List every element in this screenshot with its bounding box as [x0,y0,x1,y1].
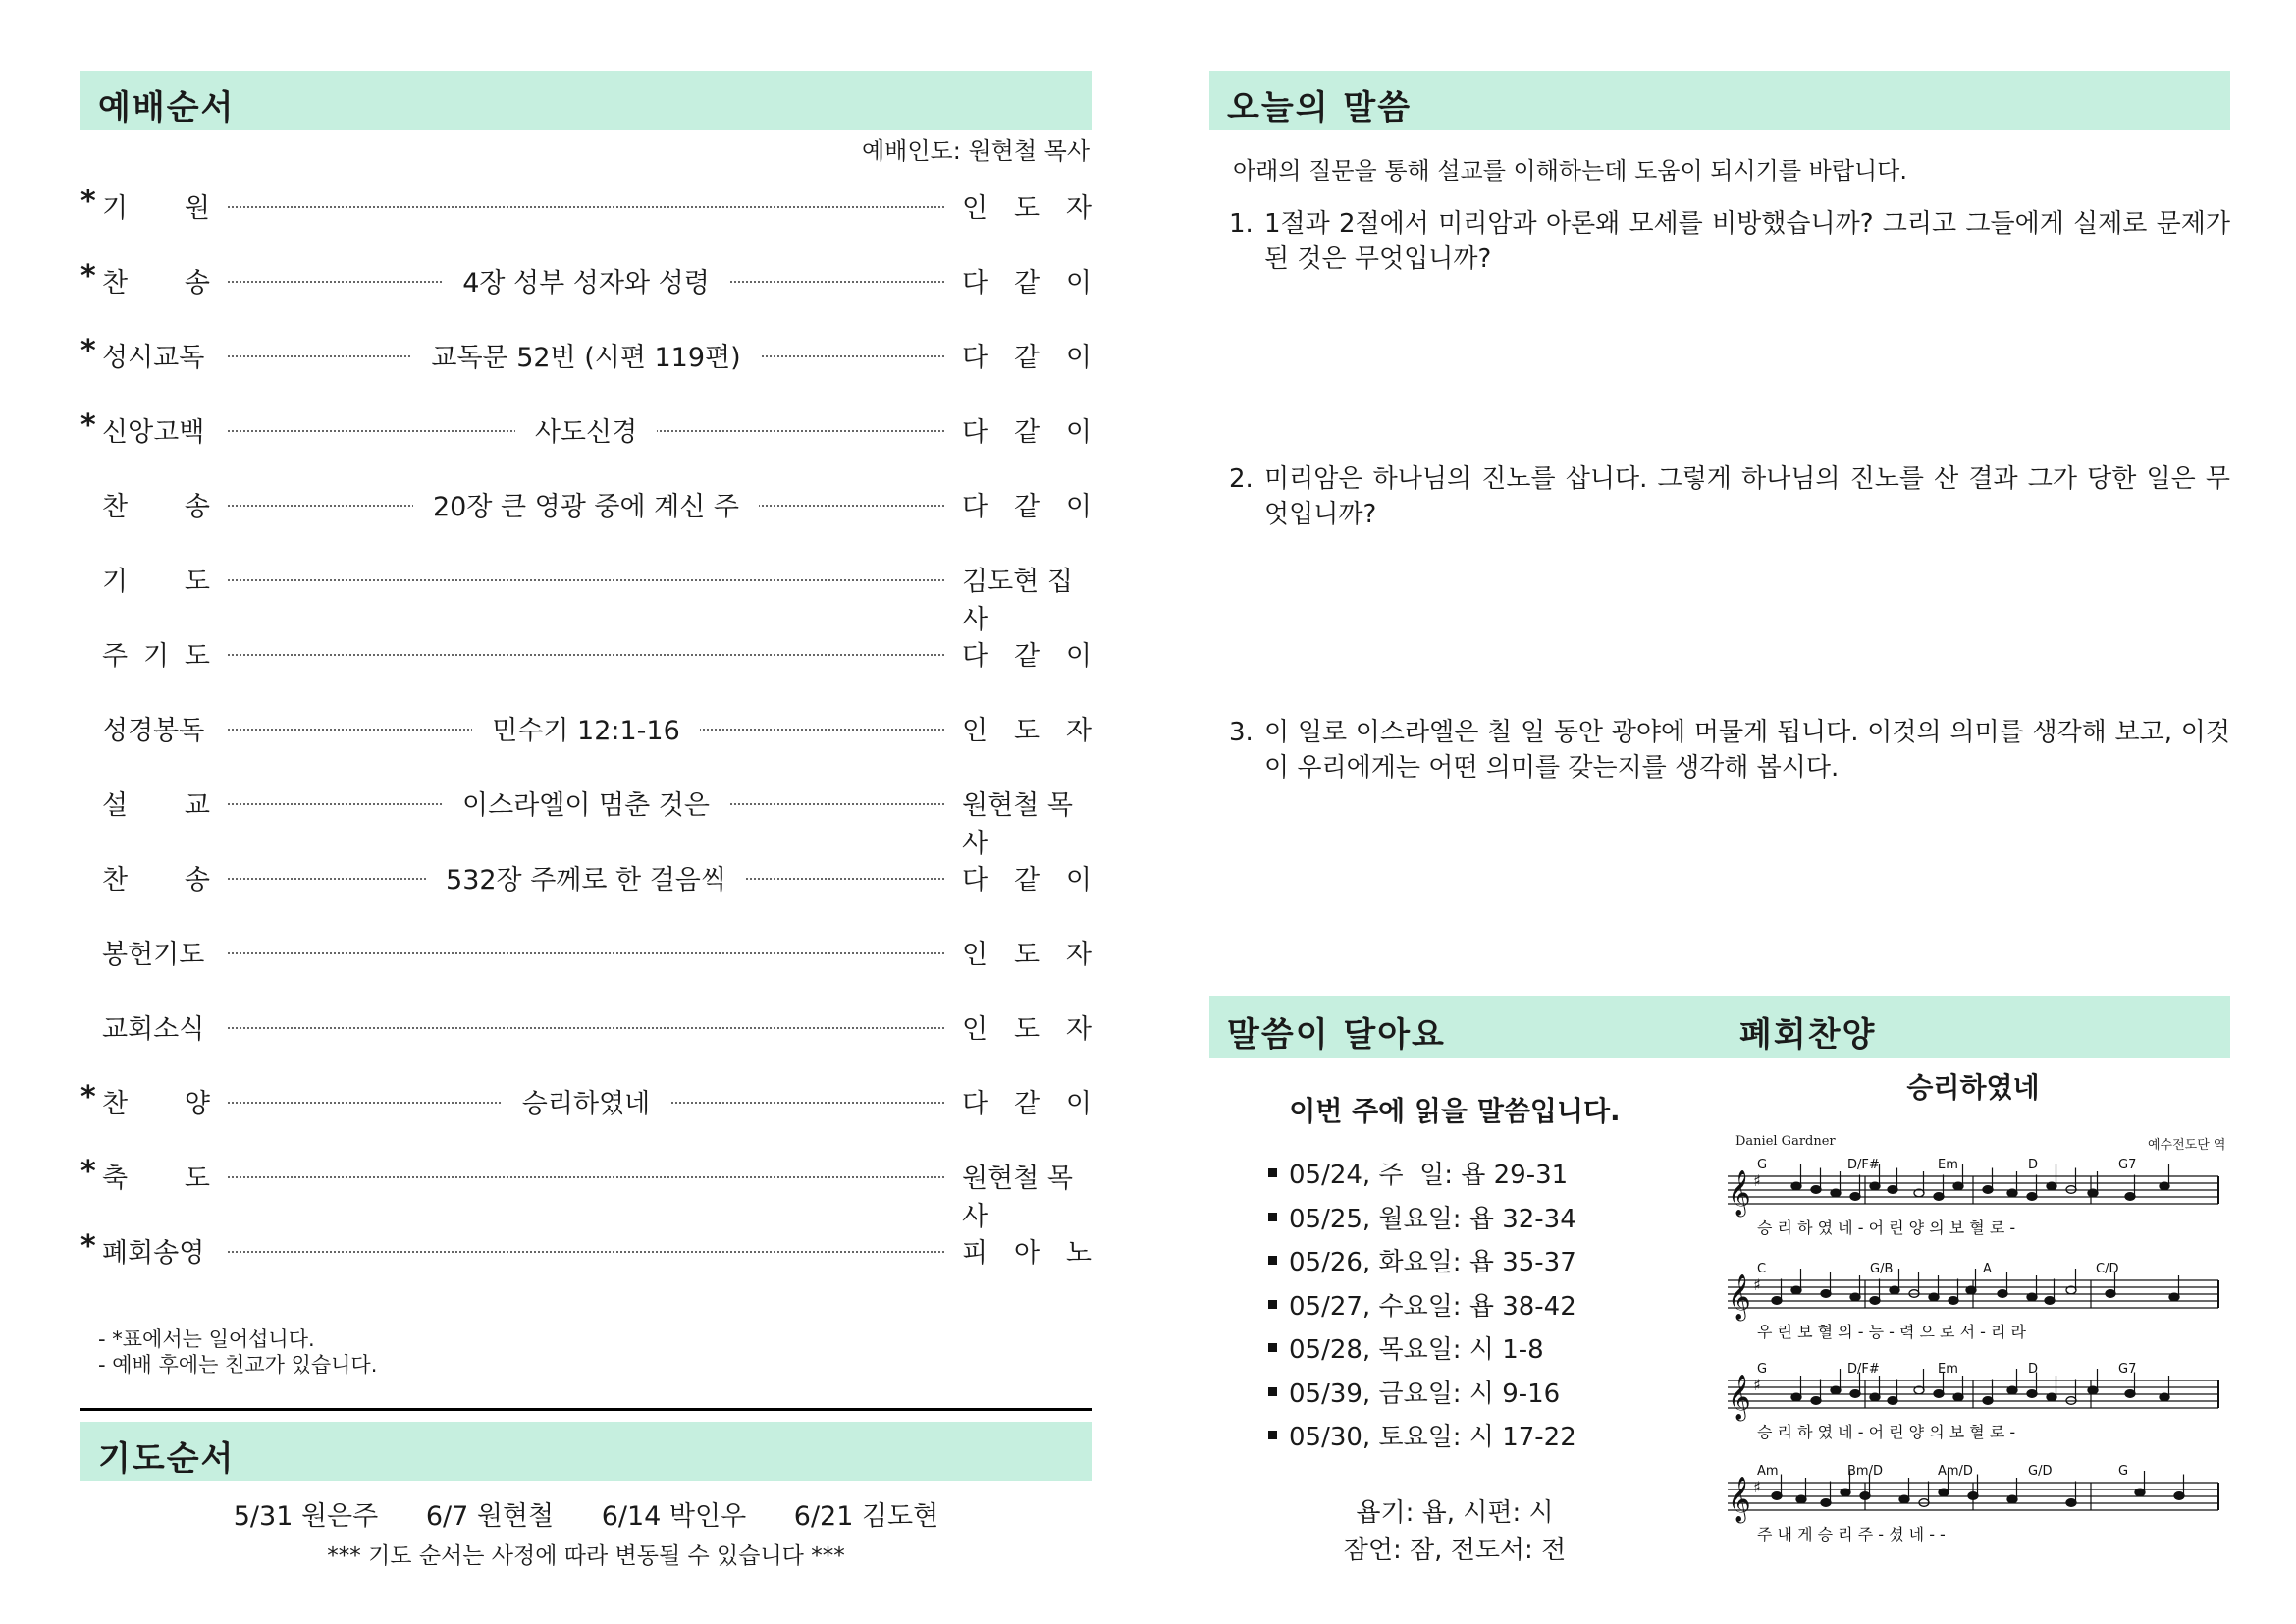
note-head [1968,1492,1978,1500]
char: 양 [184,1089,210,1119]
char: 이 [1065,417,1092,448]
char: 기 [102,193,129,224]
order-note-1: - *표에서는 일어섭니다. [98,1327,315,1351]
sharp-icon: ♯ [1753,1171,1761,1190]
note-head [1850,1193,1860,1201]
order-item-name [102,485,210,523]
order-item-person [962,187,1092,225]
reading-item-text: 05/28, 목요일: 시 1-8 [1289,1335,1544,1365]
order-row [80,780,1092,859]
note-head [2160,1393,2169,1401]
order-item-person [962,933,1092,971]
char: 도 [1013,193,1041,224]
char: 다 [962,492,988,522]
question-2 [1229,461,2230,532]
treble-clef-icon: 𝄞 [1728,1274,1751,1320]
lyric-line: 승 리 하 였 네 - 어 린 양 의 보 혈 로 - [1757,1218,2016,1237]
question-3 [1229,715,2230,785]
order-item-name [102,634,210,673]
reading-item-text: 05/25, 월요일: 욥 32-34 [1289,1204,1576,1234]
note-head [2169,1293,2179,1301]
prayer-entry: 6/14 박인우 [601,1501,747,1532]
order-item-content: 사도신경 [515,417,657,448]
order-item-content: 이스라엘이 멈춘 것은 [443,790,729,821]
note-head [2125,1193,2135,1201]
chord-label: G7 [2118,1362,2137,1377]
char: 찬 [102,865,129,895]
order-item-person [962,336,1092,374]
stand-marker: * [80,259,96,294]
chord-label: D [2028,1158,2039,1172]
char: 이 [1065,1089,1092,1119]
order-row [80,854,1092,897]
note-head [1791,1393,1801,1401]
note-head [1841,1489,1850,1496]
order-item-person [962,1082,1092,1120]
char: 도 [1013,940,1041,970]
note-head [1831,1189,1841,1197]
word-header-title: 오늘의 말씀 [1227,88,1413,128]
note-head [2047,1182,2056,1190]
dotted-leader [228,1176,944,1178]
note-head [1939,1489,1949,1496]
char: 같 [1013,492,1041,522]
bullet-icon [1268,1431,1277,1439]
order-row [80,257,1092,300]
char: 같 [1013,343,1041,373]
reading-item [1268,1199,1576,1235]
order-item-name [102,1082,210,1120]
order-row [80,183,1092,226]
note-head [1934,1193,1944,1201]
char: 같 [1013,417,1041,448]
worship-leader: 예배인도: 원현철 목사 [862,137,1090,165]
chord-label: G [1757,1362,1768,1377]
order-item-name: 성경봉독 [102,716,205,746]
question-text: 미리암은 하나님의 진노를 삽니다. 그렇게 하나님의 진노를 산 결과 그가 당한 일은 무엇입니까? [1264,464,2230,529]
char: 다 [962,417,988,448]
note-head [1966,1286,1976,1294]
prayer-header-title: 기도순서 [98,1439,236,1479]
bullet-icon [1268,1343,1277,1352]
reading-item-text: 05/27, 수요일: 욥 38-42 [1289,1291,1576,1322]
note-head [1821,1290,1831,1298]
order-item-name: 교회소식 [102,1014,205,1045]
dotted-leader [228,579,944,581]
order-item-person [962,858,1092,896]
note-head [1953,1182,1963,1190]
note-head [1934,1390,1944,1398]
note-head [1983,1186,1993,1194]
note-head [1772,1492,1782,1500]
char: 설 [102,790,129,821]
note-head [1791,1182,1801,1190]
chord-label: D/F# [1847,1158,1880,1172]
note-head [1870,1182,1880,1190]
order-note-2: - 예배 후에는 친교가 있습니다. [98,1353,378,1377]
note-head [2135,1489,2145,1496]
chord-label: Bm/D [1847,1464,1883,1479]
char: 다 [962,1089,988,1119]
order-item-content: 승리하였네 [503,1089,669,1119]
char: 찬 [102,492,129,522]
bullet-icon [1268,1300,1277,1309]
char: 찬 [102,268,129,298]
abbr-line-1: 욥기: 욥, 시편: 시 [1356,1498,1554,1528]
char: 자 [1065,716,1092,746]
order-row [80,1078,1092,1121]
order-row [80,1003,1092,1047]
order-item-person [962,1007,1092,1046]
order-row [80,332,1092,375]
reading-item [1268,1417,1576,1453]
note-head [2047,1393,2056,1401]
note-head [2007,1386,2017,1394]
char: 인 [962,940,988,970]
chord-label: Em [1938,1158,1958,1172]
reading-item [1268,1374,1560,1410]
word-intro: 아래의 질문을 통해 설교를 이해하는데 도움이 되시기를 바랍니다. [1233,157,1907,185]
char: 같 [1013,641,1041,672]
note-head [1821,1499,1831,1507]
note-head [1870,1297,1880,1305]
order-item-content: 532장 주께로 한 걸음씩 [426,865,746,895]
chord-label: A [1983,1262,1992,1276]
order-row [80,929,1092,972]
stand-marker: * [80,1229,96,1264]
order-item-person [962,1231,1092,1270]
order-item-name [102,187,210,225]
char: 자 [1065,1014,1092,1045]
bullet-icon [1268,1213,1277,1221]
char: 찬 [102,1089,129,1119]
order-item-content: 4장 성부 성자와 성령 [443,268,729,298]
chord-label: D [2028,1362,2039,1377]
bullet-icon [1268,1256,1277,1265]
char: 도 [1013,1014,1041,1045]
reading-item [1268,1286,1576,1323]
char: 다 [962,641,988,672]
reading-item [1268,1242,1576,1278]
dotted-leader [228,1251,944,1253]
note-head [2027,1390,2037,1398]
note-head [2027,1293,2037,1301]
lyric-line: 우 린 보 혈 의 - 능 - 력 으 로 서 - 리 라 [1757,1323,2026,1341]
order-item-content: 교독문 52번 (시편 119편) [411,343,760,373]
chord-label: Am/D [1938,1464,1973,1479]
order-row [80,1153,1092,1232]
order-row [80,406,1092,450]
char: 자 [1065,193,1092,224]
char: 송 [184,268,210,298]
note-head [1890,1286,1899,1294]
order-row [80,1227,1092,1271]
chord-label: G7 [2118,1158,2137,1172]
char: 도 [184,641,210,672]
order-item-name: 봉헌기도 [102,940,205,970]
hymn-composer: Daniel Gardner [1735,1134,1836,1149]
reading-item-text: 05/30, 토요일: 시 17-22 [1289,1423,1576,1452]
lyric-line: 승 리 하 였 네 - 어 린 양 의 보 혈 로 - [1757,1423,2016,1441]
char: 주 [102,641,129,672]
order-item-name [102,1157,210,1195]
order-item-name [102,858,210,896]
char: 축 [102,1164,129,1194]
chord-label: Am [1757,1464,1779,1479]
word-header [1209,71,2230,130]
note-head [2007,1189,2017,1197]
order-item-person [962,709,1092,747]
order-item-person [962,261,1092,299]
note-head [1850,1293,1860,1301]
order-item-name: 성시교독 [102,343,205,373]
stand-marker: * [80,408,96,443]
section-divider [80,1408,1092,1411]
treble-clef-icon: 𝄞 [1728,1477,1751,1522]
note-head [1870,1393,1880,1401]
bullet-icon [1268,1168,1277,1177]
reading-item-text: 05/39, 금요일: 시 9-16 [1289,1379,1561,1409]
order-item-person [962,410,1092,449]
char: 기 [102,567,129,597]
music-score [1718,1147,2248,1589]
hymn-title: 승리하였네 [1906,1071,2040,1104]
treble-clef-icon: 𝄞 [1728,1375,1751,1420]
order-row [80,630,1092,674]
question-number: 3. [1229,718,1254,747]
note-head [2088,1189,2098,1197]
order-item-person [962,634,1092,673]
reading-item [1268,1155,1568,1191]
chord-label: G/B [1870,1262,1894,1276]
note-head [2125,1390,2135,1398]
char: 아 [1013,1238,1041,1269]
order-item-name [102,261,210,299]
chord-label: G/D [2028,1464,2053,1479]
note-head [2007,1495,2017,1503]
order-item-person: 원현철 목사 [962,1164,1073,1232]
note-head [2160,1182,2169,1190]
char: 피 [962,1238,988,1269]
order-item-name: 폐회송영 [102,1238,205,1269]
char: 다 [962,268,988,298]
char: 노 [1065,1238,1092,1269]
hymn-translator: 예수전도단 역 [2148,1138,2226,1153]
char: 도 [184,1164,210,1194]
char: 자 [1065,940,1092,970]
note-head [2106,1290,2115,1298]
char: 다 [962,865,988,895]
order-item-name: 신앙고백 [102,417,205,448]
reading-item-text: 05/24, 주 일: 욥 29-31 [1289,1161,1569,1190]
note-head [1791,1286,1801,1294]
char: 이 [1065,268,1092,298]
note-head [1772,1297,1782,1305]
note-head [1983,1397,1993,1405]
sharp-icon: ♯ [1753,1275,1761,1294]
char: 다 [962,343,988,373]
stand-marker: * [80,185,96,219]
order-header-title: 예배순서 [98,88,236,128]
char: 이 [1065,865,1092,895]
note-head [2174,1492,2184,1500]
order-item-person: 김도현 집사 [962,567,1073,635]
note-head [1888,1397,1897,1405]
char: 송 [184,865,210,895]
question-number: 2. [1229,464,1254,494]
question-text: 이 일로 이스라엘은 칠 일 동안 광야에 머물게 됩니다. 이것의 의미를 생각해 보고, 이것이 우리에게는 어떤 의미를 갖는지를 생각해 봅시다. [1264,718,2230,783]
char: 이 [1065,492,1092,522]
note-head [1953,1393,1963,1401]
treble-clef-icon: 𝄞 [1728,1170,1751,1216]
char: 이 [1065,641,1092,672]
char: 이 [1065,343,1092,373]
note-head [2045,1297,2055,1305]
prayer-entries [80,1494,1092,1533]
chord-label: C/D [2096,1262,2119,1276]
order-item-content: 20장 큰 영광 중에 계신 주 [413,492,759,522]
char: 같 [1013,865,1041,895]
order-header [80,71,1092,130]
note-head [2088,1386,2098,1394]
reading-hymn-header [1209,996,2230,1058]
order-item-person: 원현철 목사 [962,790,1073,859]
char: 도 [184,567,210,597]
note-head [1796,1495,1806,1503]
prayer-note: *** 기도 순서는 사정에 따라 변동될 수 있습니다 *** [327,1543,845,1569]
reading-item-text: 05/26, 화요일: 욥 35-37 [1289,1248,1576,1277]
note-head [2066,1499,2076,1507]
reading-title: 이번 주에 읽을 말씀입니다. [1289,1095,1621,1127]
order-item-name [102,560,210,598]
sharp-icon: ♯ [1753,1376,1761,1394]
char: 인 [962,1014,988,1045]
note-head [1811,1397,1821,1405]
note-head [1949,1297,1958,1305]
chord-label: Em [1938,1362,1958,1377]
sharp-icon: ♯ [1753,1478,1761,1496]
dotted-leader [228,952,944,954]
prayer-entry: 5/31 원은주 [233,1501,379,1532]
abbr-line-2: 잠언: 잠, 전도서: 전 [1343,1536,1567,1565]
stand-marker: * [80,1080,96,1114]
prayer-entry: 6/21 김도현 [793,1501,939,1532]
dotted-leader [228,654,944,656]
note-head [1998,1290,2007,1298]
note-head [1811,1186,1821,1194]
order-item-content: 민수기 12:1-16 [472,716,700,746]
char: 같 [1013,268,1041,298]
char: 기 [142,641,170,672]
order-item-name [102,784,210,822]
char: 송 [184,492,210,522]
char: 인 [962,716,988,746]
dotted-leader [228,1027,944,1029]
hymn-header-title: 폐회찬양 [1739,1015,1877,1055]
chord-label: C [1757,1262,1767,1276]
note-head [1899,1495,1909,1503]
chord-label: G [2118,1464,2129,1479]
stand-marker: * [80,1155,96,1189]
note-head [2027,1193,2037,1201]
chord-label: G [1757,1158,1768,1172]
dotted-leader [228,206,944,208]
note-head [1850,1390,1860,1398]
note-head [1831,1386,1841,1394]
order-row [80,705,1092,748]
reading-header-title: 말씀이 달아요 [1227,1015,1446,1055]
chord-label: D/F# [1847,1362,1880,1377]
order-row [80,556,1092,635]
char: 교 [184,790,210,821]
prayer-header [80,1422,1092,1481]
question-text: 1절과 2절에서 미리암과 아론왜 모세를 비방했습니까? 그리고 그들에게 실제로 문제가 된 것은 무엇입니까? [1264,209,2230,274]
char: 같 [1013,1089,1041,1119]
bullet-icon [1268,1387,1277,1396]
question-number: 1. [1229,209,1254,239]
prayer-entry: 6/7 원현철 [425,1501,555,1532]
note-head [1929,1293,1939,1301]
order-row [80,481,1092,524]
stand-marker: * [80,334,96,368]
char: 인 [962,193,988,224]
char: 원 [184,193,210,224]
lyric-line: 주 내 게 승 리 주 - 셨 네 - - [1757,1525,1946,1543]
question-1 [1229,206,2230,277]
char: 도 [1013,716,1041,746]
note-head [1860,1492,1870,1500]
note-head [1888,1186,1897,1194]
order-item-person [962,485,1092,523]
reading-item [1268,1329,1544,1366]
